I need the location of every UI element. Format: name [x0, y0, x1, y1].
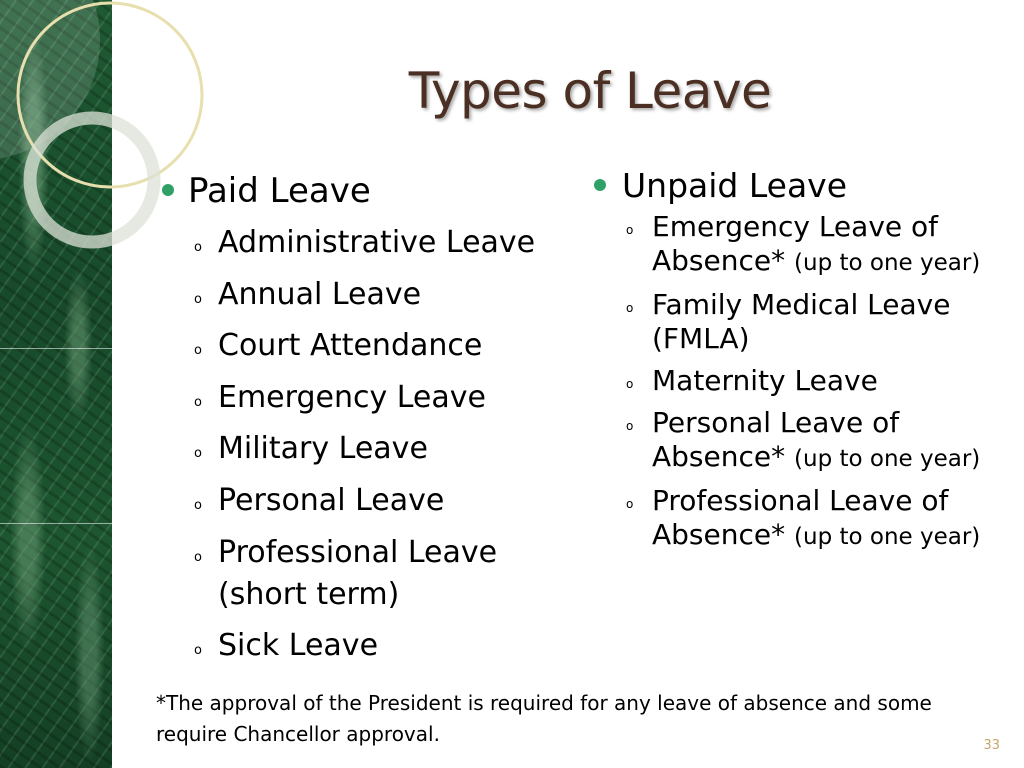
paid-leave-item: [160, 325, 580, 367]
paid-leave-item: [160, 625, 580, 667]
paid-leave-item: [160, 480, 580, 522]
unpaid-leave-heading: [592, 166, 1002, 206]
hollow-bullet-icon: o: [194, 446, 202, 462]
paid-leave-item-label: Professional Leave (short term): [218, 534, 498, 612]
paid-leave-heading: [160, 170, 580, 212]
unpaid-leave-item: [592, 484, 1002, 554]
hollow-bullet-icon: o: [194, 240, 202, 255]
paid-leave-item-label: Personal Leave: [218, 482, 445, 518]
hollow-bullet-icon: o: [194, 549, 202, 565]
unpaid-leave-list: [592, 210, 1002, 554]
decorative-rings: [0, 0, 140, 260]
hollow-bullet-icon: o: [626, 301, 634, 315]
paid-leave-item: [160, 532, 580, 616]
paid-leave-item-label: Administrative Leave: [218, 225, 536, 260]
page-number: 33: [983, 738, 1000, 753]
hollow-bullet-icon: o: [626, 377, 634, 391]
unpaid-leave-item-label: Emergency Leave of Absence*: [652, 210, 939, 277]
unpaid-leave-item-label: Personal Leave of Absence*: [652, 406, 900, 473]
unpaid-leave-item-note: (up to one year): [794, 250, 981, 276]
unpaid-leave-column: [592, 166, 1002, 562]
paid-leave-item-label: Court Attendance: [218, 328, 483, 364]
footnote: *The approval of the President is required for any leave of absence and some require Chancellor approval.: [156, 691, 932, 746]
hollow-bullet-icon: o: [194, 643, 202, 659]
hollow-bullet-icon: o: [626, 419, 634, 433]
paid-leave-item: [160, 222, 580, 264]
paid-leave-item: [160, 274, 580, 316]
hollow-bullet-icon: o: [194, 343, 202, 359]
bullet-icon: [162, 184, 174, 196]
unpaid-leave-label: Unpaid Leave: [622, 166, 848, 205]
hollow-bullet-icon: o: [194, 394, 202, 410]
paid-leave-item: [160, 377, 580, 419]
unpaid-leave-item-note: (up to one year): [794, 524, 981, 550]
unpaid-leave-item-label: Professional Leave of Absence*: [652, 484, 949, 551]
unpaid-leave-item-label: Family Medical Leave (FMLA): [652, 288, 951, 355]
paid-leave-item-label: Emergency Leave: [218, 379, 486, 415]
hollow-bullet-icon: o: [194, 291, 202, 307]
unpaid-leave-item: [592, 210, 1002, 280]
paid-leave-column: [160, 170, 580, 677]
hollow-bullet-icon: o: [194, 497, 202, 513]
paid-leave-list: [160, 222, 580, 667]
paid-leave-item-label: Military Leave: [218, 431, 428, 467]
sidebar-divider: [0, 348, 112, 349]
slide-title: Types of Leave: [408, 62, 772, 120]
sidebar-divider: [0, 523, 112, 524]
bullet-icon: [594, 179, 606, 191]
unpaid-leave-item-label: Maternity Leave: [652, 364, 878, 397]
unpaid-leave-item: [592, 406, 1002, 476]
paid-leave-item-label: Annual Leave: [218, 276, 422, 312]
paid-leave-label: Paid Leave: [188, 171, 371, 211]
hollow-bullet-icon: o: [626, 223, 634, 237]
unpaid-leave-item: [592, 364, 1002, 398]
paid-leave-item-label: Sick Leave: [218, 628, 379, 664]
hollow-bullet-icon: o: [626, 497, 634, 511]
unpaid-leave-item-note: (up to one year): [794, 446, 981, 472]
paid-leave-item: [160, 428, 580, 470]
unpaid-leave-item: [592, 288, 1002, 356]
